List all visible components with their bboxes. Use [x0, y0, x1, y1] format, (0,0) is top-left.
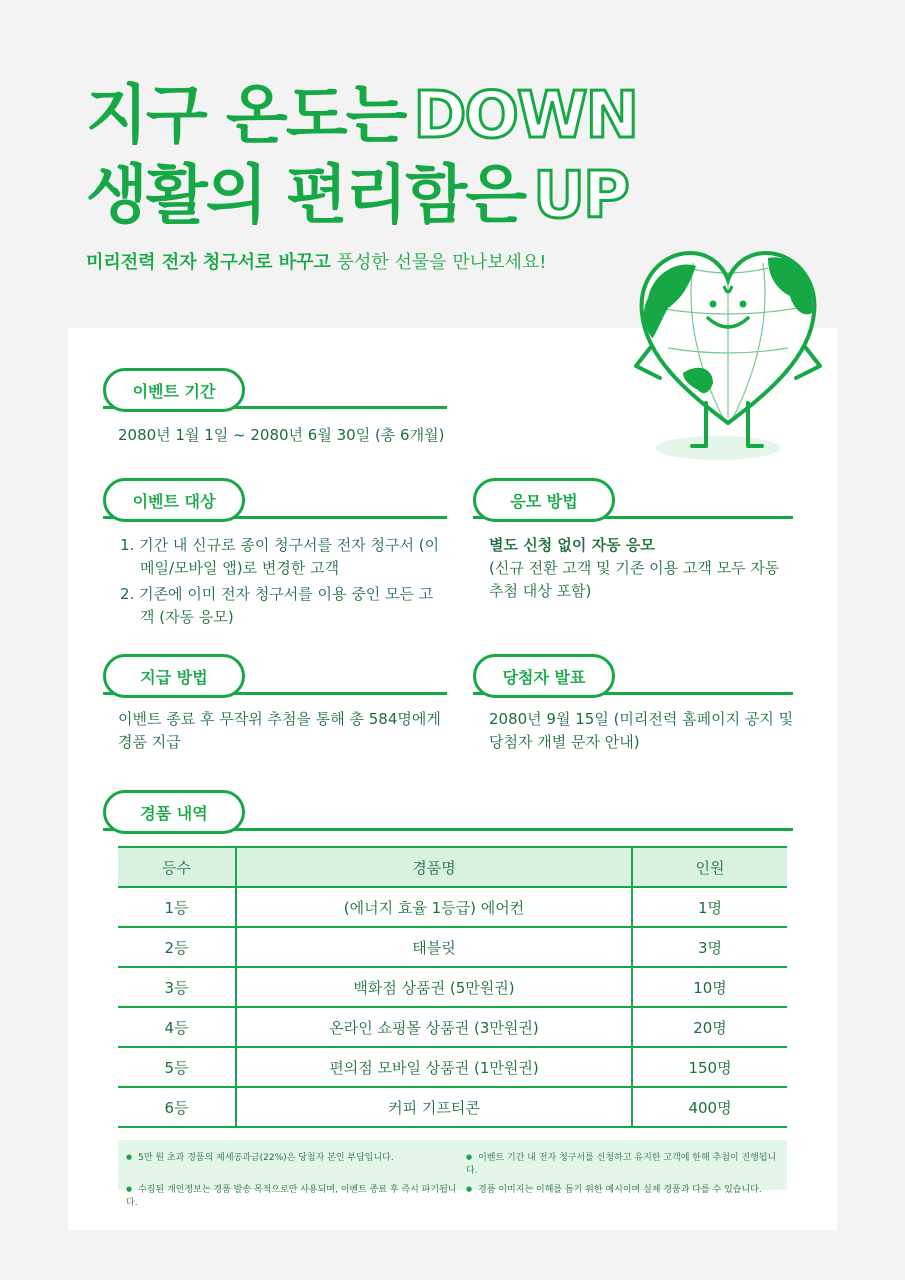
prize-table: [118, 846, 787, 1128]
target-item-2: 2. 기존에 이미 전자 청구서를 이용 중인 모든 고객 (자동 응모): [120, 585, 434, 626]
cell-count: 10명: [632, 967, 787, 1007]
cell-count: 1명: [632, 887, 787, 927]
cell-rank: 2등: [118, 927, 236, 967]
cell-count: 3명: [632, 927, 787, 967]
header-prize: 경품명: [236, 847, 632, 887]
prize-table-header: [118, 847, 787, 887]
table-row: [118, 1087, 787, 1127]
note-item: ● 경품 이미지는 이해를 돕기 위한 예시이며 실제 경품과 다를 수 있습니다.: [466, 1182, 786, 1208]
header-rank: 등수: [118, 847, 236, 887]
period-text: 2080년 1월 1일 ~ 2080년 6월 30일 (총 6개월): [118, 426, 445, 444]
table-row: [118, 887, 787, 927]
table-row: [118, 1047, 787, 1087]
subtitle: [86, 248, 547, 274]
payment-title: 지급 방법: [103, 654, 245, 698]
note-item: ● 5만 원 초과 경품의 제세공과금(22%)은 당첨자 본인 부담입니다.: [126, 1150, 466, 1176]
notes-box: [118, 1140, 787, 1208]
winners-title: 당첨자 발표: [473, 654, 615, 698]
table-row: [118, 967, 787, 1007]
payment-text: 이벤트 종료 후 무작위 추첨을 통해 총 584명에게 경품 지급: [118, 710, 441, 751]
cell-prize: 커피 기프티콘: [236, 1087, 632, 1127]
headline-line-2: [86, 160, 628, 232]
apply-title: 응모 방법: [473, 478, 615, 522]
apply-body: [489, 534, 789, 603]
period-title: 이벤트 기간: [103, 368, 245, 412]
subtitle-bold: 미리전력 전자 청구서로 바꾸고: [86, 252, 331, 273]
cell-rank: 5등: [118, 1047, 236, 1087]
heart-earth-mascot-icon: [628, 238, 828, 468]
note-item: ● 수집된 개인정보는 경품 발송 목적으로만 사용되며, 이벤트 종료 후 즉시 파기됩니다.: [126, 1182, 466, 1208]
cell-prize: 온라인 쇼핑몰 상품권 (3만원권): [236, 1007, 632, 1047]
subtitle-light: 풍성한 선물을 만나보세요!: [336, 252, 547, 273]
apply-text: (신규 전환 고객 및 기존 이용 고객 모두 자동 추첨 대상 포함): [489, 559, 780, 600]
apply-bold: 별도 신청 없이 자동 응모: [489, 536, 655, 554]
target-title: 이벤트 대상: [103, 478, 245, 522]
cell-rank: 1등: [118, 887, 236, 927]
headline-down: DOWN: [413, 79, 638, 153]
cell-prize: 태블릿: [236, 927, 632, 967]
target-item-1: 1. 기간 내 신규로 종이 청구서를 전자 청구서 (이메일/모바일 앱)로 변경한 고객: [120, 536, 440, 577]
prizes-title: 경품 내역: [103, 790, 245, 834]
cell-rank: 3등: [118, 967, 236, 1007]
headline-line-1-ko: 지구 온도는: [86, 79, 406, 153]
cell-count: 20명: [632, 1007, 787, 1047]
table-row: [118, 1007, 787, 1047]
cell-prize: 백화점 상품권 (5만원권): [236, 967, 632, 1007]
cell-prize: (에너지 효율 1등급) 에어컨: [236, 887, 632, 927]
cell-rank: 4등: [118, 1007, 236, 1047]
note-item: ● 이벤트 기간 내 전자 청구서를 신청하고 유지한 고객에 한해 추첨이 진행됩니다.: [466, 1150, 786, 1176]
headline-up: UP: [533, 159, 628, 233]
winners-text: 2080년 9월 15일 (미리전력 홈페이지 공지 및 당첨자 개별 문자 안내): [489, 710, 794, 751]
cell-rank: 6등: [118, 1087, 236, 1127]
cell-count: 150명: [632, 1047, 787, 1087]
cell-prize: 편의점 모바일 상품권 (1만원권): [236, 1047, 632, 1087]
cell-count: 400명: [632, 1087, 787, 1127]
table-row: [118, 927, 787, 967]
headline-line-1: [86, 80, 637, 152]
header-count: 인원: [632, 847, 787, 887]
headline-line-2-ko: 생활의 편리함은: [86, 159, 526, 233]
target-list: [120, 534, 440, 632]
